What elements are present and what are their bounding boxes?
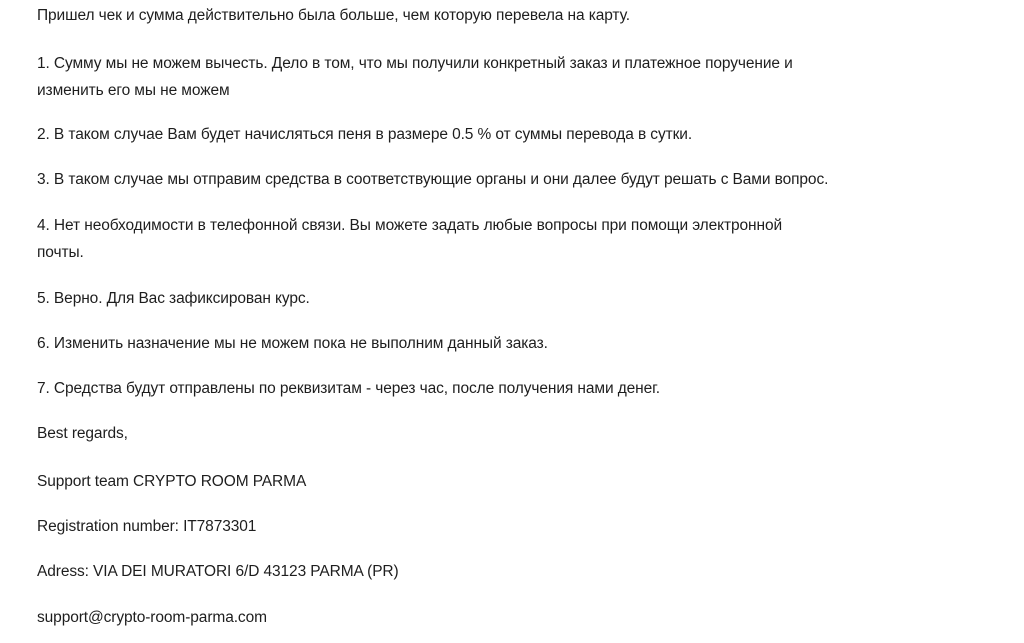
item-1-line-2: изменить его мы не можем [37,82,230,99]
signature-address: Adress: VIA DEI MURATORI 6/D 43123 PARMA (PR) [37,563,399,580]
item-2: 2. В таком случае Вам будет начисляться пеня в размере 0.5 % от суммы перевода в сутки. [37,126,693,143]
item-7: 7. Средства будут отправлены по реквизитам - через час, после получения нами денег. [37,380,661,397]
item-4-line-2: почты. [37,244,84,261]
item-4-line-1: 4. Нет необходимости в телефонной связи. Вы можете задать любые вопросы при помощи электронной [37,217,783,234]
item-5: 5. Верно. Для Вас зафиксирован курс. [37,290,310,307]
item-6: 6. Изменить назначение мы не можем пока не выполним данный заказ. [37,335,548,352]
signature-team: Support team CRYPTO ROOM PARMA [37,473,307,490]
item-1-line-1: 1. Сумму мы не можем вычесть. Дело в том, что мы получили конкретный заказ и платежное поручение и [37,55,793,72]
signature-email-link[interactable]: support@crypto-room-parma.com [37,609,267,626]
item-3: 3. В таком случае мы отправим средства в соответствующие органы и они далее будут решать с Вами вопрос. [37,171,829,188]
signature-registration: Registration number: IT7873301 [37,518,257,535]
signature-closing: Best regards, [37,425,128,442]
intro-text: Пришел чек и сумма действительно была больше, чем которую перевела на карту. [37,7,630,24]
signature-email-wrap [37,609,267,627]
